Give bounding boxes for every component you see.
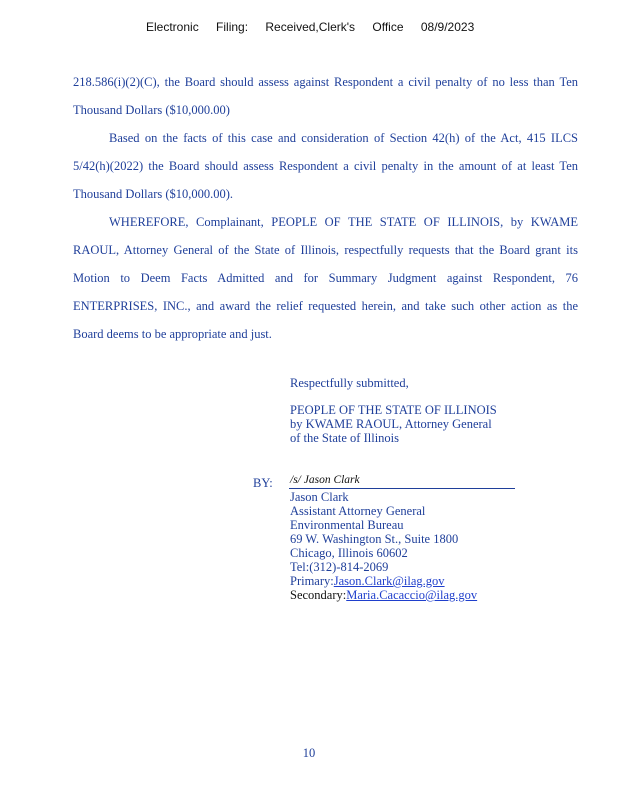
header-filing: Filing: [216, 20, 249, 34]
telephone: Tel:(312)-814-2069 [290, 560, 389, 574]
body-text [73, 68, 578, 348]
filing-stamp-header [146, 20, 566, 34]
header-office: Office [372, 20, 404, 34]
bureau-name: Environmental Bureau [290, 518, 404, 532]
electronic-signature: /s/ Jason Clark [290, 474, 360, 486]
secondary-email-label: Secondary: [290, 588, 347, 602]
by-label: BY: [253, 476, 273, 490]
party-line-1: PEOPLE OF THE STATE OF ILLINOIS [290, 403, 497, 417]
secondary-email-link[interactable]: Maria.Cacaccio@ilag.gov [346, 588, 478, 602]
attorney-title: Assistant Attorney General [290, 504, 426, 518]
page-number: 10 [302, 746, 316, 760]
primary-email-row [290, 574, 590, 588]
contact-block [290, 490, 590, 602]
signoff-block [290, 376, 590, 445]
header-date: 08/9/2023 [420, 20, 475, 34]
signature-line [289, 474, 515, 489]
paragraph-wherefore: WHEREFORE, Complainant, PEOPLE OF THE STATE OF ILLINOIS, by KWAME RAOUL, Attorney General of the State of Illinois, respectfully requests that the Board grant its Motion to Deem Facts Admitted and for Summary Judgment against Respondent, 76 ENTERPRISES, INC., and award the relief requested herein, and take such other action as the Board deems to be appropriate and just. [73, 215, 578, 341]
party-line-3: of the State of Illinois [290, 431, 400, 445]
primary-email-label: Primary: [290, 574, 334, 588]
closing-line: Respectfully submitted, [290, 376, 409, 390]
secondary-email-row [290, 588, 590, 602]
paragraph-section-42h: Based on the facts of this case and consideration of Section 42(h) of the Act, 415 ILCS 5/42(h)(2022) the Board should assess Respondent a civil penalty in the amount of at least Ten Thousand Dollars ($10,000.00). [73, 131, 578, 201]
street-address: 69 W. Washington St., Suite 1800 [290, 532, 459, 546]
header-received-clerks: Received,Clerk's [265, 20, 356, 34]
paragraph-penalty-continuation: 218.586(i)(2)(C), the Board should assess against Respondent a civil penalty of no less than Ten Thousand Dollars ($10,000.00) [73, 75, 578, 117]
signature-row [253, 474, 523, 490]
city-state-zip: Chicago, Illinois 60602 [290, 546, 408, 560]
primary-email-link[interactable]: Jason.Clark@ilag.gov [333, 574, 445, 588]
party-line-2: by KWAME RAOUL, Attorney General [290, 417, 492, 431]
attorney-name: Jason Clark [290, 490, 349, 504]
header-electronic: Electronic [146, 20, 199, 34]
